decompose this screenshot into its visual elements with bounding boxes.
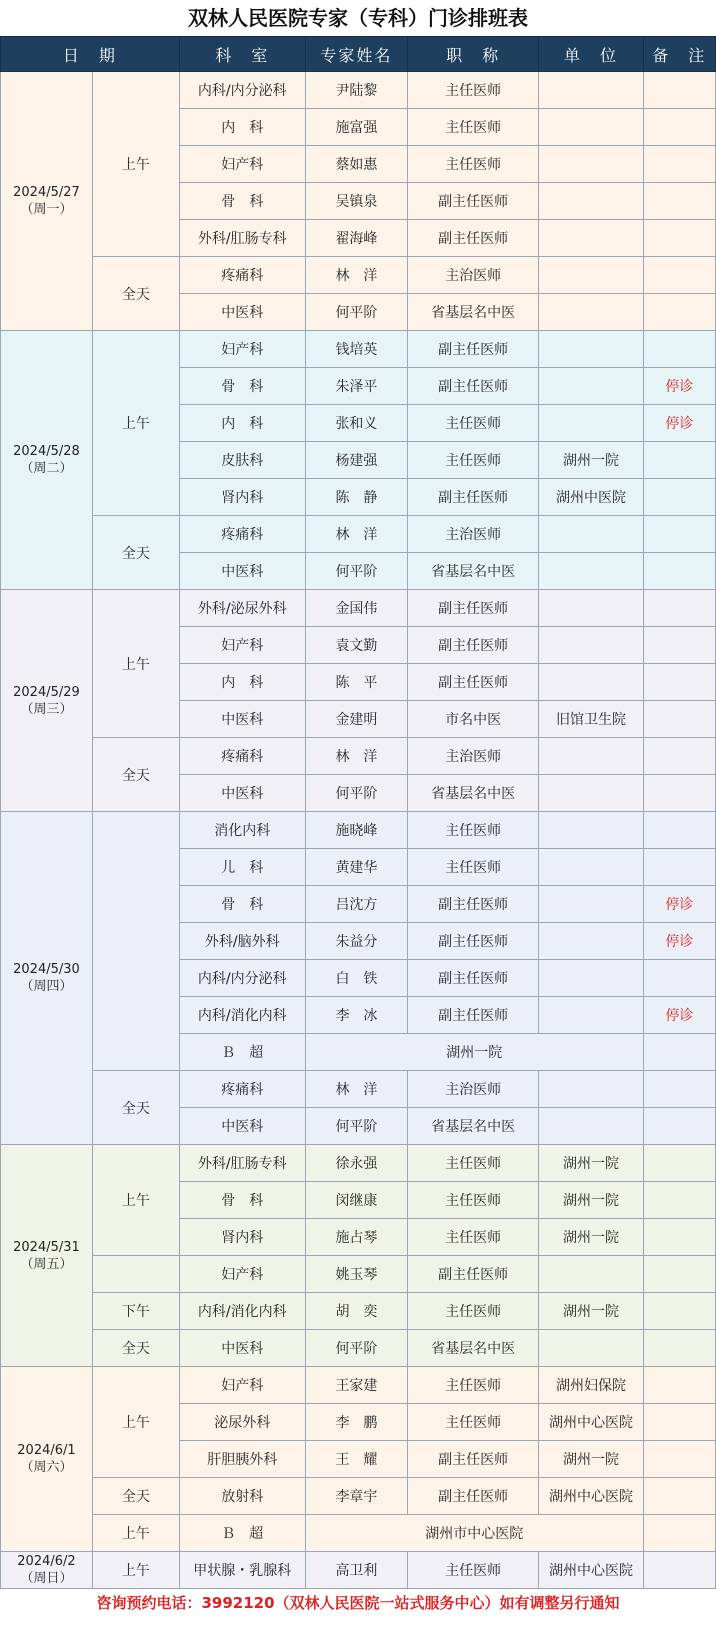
table-row <box>1 1367 716 1404</box>
doctor-title-cell: 省基层名中医 <box>408 1330 539 1367</box>
unit-cell <box>539 738 643 775</box>
period-cell: 全天 <box>92 516 179 590</box>
unit-cell <box>539 516 643 553</box>
note-cell <box>643 331 715 368</box>
table-row <box>1 1478 716 1515</box>
unit-cell <box>539 590 643 627</box>
doctor-name-cell: 钱培英 <box>305 331 407 368</box>
table-row <box>1 1071 716 1108</box>
date-value: 2024/5/30 <box>13 962 80 977</box>
unit-cell: 湖州一院 <box>539 1219 643 1256</box>
header-note: 备 注 <box>643 37 715 72</box>
unit-cell <box>539 1071 643 1108</box>
doctor-title-cell: 省基层名中医 <box>408 1108 539 1145</box>
note-cell <box>643 1478 715 1515</box>
doctor-title-cell: 主任医师 <box>408 72 539 109</box>
doctor-title-cell: 主治医师 <box>408 257 539 294</box>
date-value: 2024/5/28 <box>13 444 80 459</box>
note-cell <box>643 627 715 664</box>
weekday-value: （周日） <box>20 1571 73 1586</box>
dept-cell: 骨 科 <box>179 1182 305 1219</box>
dept-cell: 内科/消化内科 <box>179 997 305 1034</box>
doctor-title-cell: 副主任医师 <box>408 1478 539 1515</box>
note-cell <box>643 775 715 812</box>
doctor-name-cell: 何平阶 <box>305 294 407 331</box>
doctor-name-cell: 林 洋 <box>305 257 407 294</box>
unit-cell <box>539 849 643 886</box>
period-cell <box>92 1256 179 1293</box>
dept-cell: 内科/内分泌科 <box>179 960 305 997</box>
dept-cell: 中医科 <box>179 553 305 590</box>
dept-cell: 疼痛科 <box>179 1071 305 1108</box>
weekday-value: （周三） <box>20 701 73 717</box>
note-cell <box>643 72 715 109</box>
doctor-name-cell: 王家建 <box>305 1367 407 1404</box>
doctor-name-cell: 胡 奕 <box>305 1293 407 1330</box>
period-cell <box>92 812 179 1071</box>
period-cell: 上午 <box>92 1367 179 1478</box>
doctor-title-cell: 主任医师 <box>408 812 539 849</box>
note-cell <box>643 849 715 886</box>
table-row <box>1 1293 716 1330</box>
doctor-title-cell: 副主任医师 <box>408 886 539 923</box>
unit-cell <box>539 960 643 997</box>
note-cell <box>643 294 715 331</box>
dept-cell: 内 科 <box>179 109 305 146</box>
unit-cell <box>539 257 643 294</box>
doctor-name-cell: 蔡如惠 <box>305 146 407 183</box>
date-cell <box>1 812 93 1145</box>
doctor-name-cell: 林 洋 <box>305 1071 407 1108</box>
period-cell: 上午 <box>92 1145 179 1256</box>
doctor-name-cell: 尹陆黎 <box>305 72 407 109</box>
note-cell <box>643 1293 715 1330</box>
doctor-name-cell: 李 冰 <box>305 997 407 1034</box>
header-date: 日 期 <box>1 37 180 72</box>
unit-cell <box>539 109 643 146</box>
date-value: 2024/5/27 <box>13 185 80 200</box>
doctor-name-cell: 陈 静 <box>305 479 407 516</box>
period-cell: 全天 <box>92 1071 179 1145</box>
dept-cell: 内 科 <box>179 664 305 701</box>
note-cell <box>643 257 715 294</box>
period-cell: 上午 <box>92 331 179 516</box>
unit-cell <box>539 553 643 590</box>
weekday-value: （周二） <box>20 461 73 476</box>
doctor-name-cell: 何平阶 <box>305 775 407 812</box>
doctor-title-cell: 主任医师 <box>408 1219 539 1256</box>
note-cell <box>643 1552 715 1589</box>
doctor-title-cell: 副主任医师 <box>408 479 539 516</box>
doctor-title-cell: 主任医师 <box>408 109 539 146</box>
table-row <box>1 1145 716 1182</box>
dept-cell: 妇产科 <box>179 146 305 183</box>
dept-cell: 外科/脑外科 <box>179 923 305 960</box>
doctor-title-cell: 主任医师 <box>408 1182 539 1219</box>
dept-cell: 骨 科 <box>179 886 305 923</box>
doctor-name-cell: 翟海峰 <box>305 220 407 257</box>
unit-cell <box>539 220 643 257</box>
doctor-title-cell: 主任医师 <box>408 405 539 442</box>
doctor-name-cell: 姚玉琴 <box>305 1256 407 1293</box>
note-cell <box>643 553 715 590</box>
unit-cell: 湖州一院 <box>539 1293 643 1330</box>
period-cell: 全天 <box>92 257 179 331</box>
doctor-name-cell: 施占琴 <box>305 1219 407 1256</box>
dept-cell: 骨 科 <box>179 368 305 405</box>
doctor-title-cell: 主任医师 <box>408 1367 539 1404</box>
doctor-name-cell: 闵继康 <box>305 1182 407 1219</box>
doctor-title-cell: 省基层名中医 <box>408 294 539 331</box>
unit-cell <box>539 1330 643 1367</box>
table-row <box>1 812 716 849</box>
note-cell <box>643 1108 715 1145</box>
dept-cell: 肾内科 <box>179 1219 305 1256</box>
unit-cell: 湖州中心医院 <box>539 1552 643 1589</box>
note-cell <box>643 1071 715 1108</box>
dept-cell: 内 科 <box>179 405 305 442</box>
doctor-title-cell: 副主任医师 <box>408 997 539 1034</box>
note-cell <box>643 1145 715 1182</box>
note-cell: 停诊 <box>643 886 715 923</box>
dept-cell: 内科/消化内科 <box>179 1293 305 1330</box>
dept-cell: 疼痛科 <box>179 257 305 294</box>
doctor-title-cell: 省基层名中医 <box>408 775 539 812</box>
table-header <box>1 37 716 72</box>
note-cell <box>643 812 715 849</box>
merged-unit-cell: 湖州市中心医院 <box>305 1515 643 1552</box>
dept-cell: 肝胆胰外科 <box>179 1441 305 1478</box>
period-cell: 上午 <box>92 72 179 257</box>
table-row <box>1 1330 716 1367</box>
header-name: 专家姓名 <box>305 37 407 72</box>
note-cell <box>643 183 715 220</box>
doctor-title-cell: 主任医师 <box>408 849 539 886</box>
doctor-title-cell: 市名中医 <box>408 701 539 738</box>
note-cell <box>643 738 715 775</box>
unit-cell: 湖州一院 <box>539 442 643 479</box>
unit-cell <box>539 368 643 405</box>
note-cell: 停诊 <box>643 997 715 1034</box>
doctor-title-cell: 副主任医师 <box>408 368 539 405</box>
date-cell <box>1 72 93 331</box>
dept-cell: 中医科 <box>179 294 305 331</box>
table-row <box>1 590 716 627</box>
unit-cell <box>539 627 643 664</box>
header-dept: 科 室 <box>179 37 305 72</box>
doctor-title-cell: 副主任医师 <box>408 627 539 664</box>
note-cell <box>643 590 715 627</box>
date-value: 2024/5/29 <box>13 684 80 700</box>
unit-cell: 湖州中医院 <box>539 479 643 516</box>
doctor-name-cell: 张和义 <box>305 405 407 442</box>
doctor-title-cell: 副主任医师 <box>408 923 539 960</box>
unit-cell <box>539 146 643 183</box>
note-cell <box>643 479 715 516</box>
note-cell: 停诊 <box>643 923 715 960</box>
dept-cell: 妇产科 <box>179 331 305 368</box>
doctor-name-cell: 林 洋 <box>305 738 407 775</box>
doctor-name-cell: 袁文勤 <box>305 627 407 664</box>
doctor-name-cell: 陈 平 <box>305 664 407 701</box>
table-row <box>1 1552 716 1589</box>
doctor-title-cell: 主任医师 <box>408 1552 539 1589</box>
unit-cell <box>539 72 643 109</box>
doctor-name-cell: 黄建华 <box>305 849 407 886</box>
note-cell <box>643 146 715 183</box>
dept-cell: 消化内科 <box>179 812 305 849</box>
schedule-body <box>1 72 716 1589</box>
contact-footer: 咨询预约电话：3992120（双林人民医院一站式服务中心）如有调整另行通知 <box>96 1594 620 1612</box>
note-cell <box>643 1256 715 1293</box>
dept-cell: 疼痛科 <box>179 516 305 553</box>
dept-cell: 妇产科 <box>179 1367 305 1404</box>
unit-cell: 湖州中心医院 <box>539 1478 643 1515</box>
table-row <box>1 72 716 109</box>
unit-cell <box>539 812 643 849</box>
dept-cell: 骨 科 <box>179 183 305 220</box>
doctor-title-cell: 主任医师 <box>408 1404 539 1441</box>
note-cell <box>643 442 715 479</box>
date-cell <box>1 1552 93 1589</box>
unit-cell <box>539 923 643 960</box>
doctor-title-cell: 主任医师 <box>408 442 539 479</box>
unit-cell <box>539 886 643 923</box>
table-row <box>1 331 716 368</box>
doctor-name-cell: 白 铁 <box>305 960 407 997</box>
period-cell: 上午 <box>92 1552 179 1589</box>
doctor-title-cell: 主任医师 <box>408 146 539 183</box>
doctor-name-cell: 吴镇泉 <box>305 183 407 220</box>
doctor-name-cell: 高卫利 <box>305 1552 407 1589</box>
doctor-title-cell: 省基层名中医 <box>408 553 539 590</box>
date-cell <box>1 590 93 812</box>
dept-cell: 内科/内分泌科 <box>179 72 305 109</box>
doctor-name-cell: 金建明 <box>305 701 407 738</box>
date-value: 2024/5/31 <box>13 1239 80 1255</box>
merged-unit-cell: 湖州一院 <box>305 1034 643 1071</box>
doctor-title-cell: 副主任医师 <box>408 1256 539 1293</box>
table-row <box>1 1256 716 1293</box>
doctor-title-cell: 主治医师 <box>408 516 539 553</box>
unit-cell <box>539 183 643 220</box>
weekday-value: （周一） <box>20 202 73 217</box>
dept-cell: 儿 科 <box>179 849 305 886</box>
unit-cell <box>539 997 643 1034</box>
doctor-title-cell: 副主任医师 <box>408 183 539 220</box>
doctor-name-cell: 朱泽平 <box>305 368 407 405</box>
date-cell <box>1 1367 93 1552</box>
note-cell <box>643 960 715 997</box>
unit-cell <box>539 775 643 812</box>
header-unit: 单 位 <box>539 37 643 72</box>
period-cell: 下午 <box>92 1293 179 1330</box>
doctor-name-cell: 金国伟 <box>305 590 407 627</box>
unit-cell: 湖州妇保院 <box>539 1367 643 1404</box>
weekday-value: （周四） <box>20 979 73 994</box>
unit-cell: 湖州一院 <box>539 1441 643 1478</box>
unit-cell <box>539 1256 643 1293</box>
weekday-value: （周六） <box>20 1460 73 1475</box>
doctor-title-cell: 主治医师 <box>408 738 539 775</box>
doctor-name-cell: 何平阶 <box>305 553 407 590</box>
unit-cell <box>539 405 643 442</box>
date-value: 2024/6/2 <box>17 1554 76 1569</box>
doctor-name-cell: 施富强 <box>305 109 407 146</box>
table-row <box>1 738 716 775</box>
doctor-name-cell: 何平阶 <box>305 1108 407 1145</box>
doctor-name-cell: 施晓峰 <box>305 812 407 849</box>
doctor-name-cell: 何平阶 <box>305 1330 407 1367</box>
doctor-name-cell: 王 耀 <box>305 1441 407 1478</box>
dept-cell: 外科/泌尿外科 <box>179 590 305 627</box>
date-value: 2024/6/1 <box>17 1443 76 1458</box>
dept-cell: Ｂ 超 <box>179 1515 305 1552</box>
doctor-name-cell: 李 鹏 <box>305 1404 407 1441</box>
period-cell: 全天 <box>92 738 179 812</box>
dept-cell: 疼痛科 <box>179 738 305 775</box>
unit-cell <box>539 1108 643 1145</box>
note-cell <box>643 109 715 146</box>
table-row <box>1 257 716 294</box>
doctor-title-cell: 副主任医师 <box>408 960 539 997</box>
note-cell <box>643 701 715 738</box>
doctor-title-cell: 主任医师 <box>408 1145 539 1182</box>
doctor-title-cell: 副主任医师 <box>408 220 539 257</box>
doctor-name-cell: 朱益分 <box>305 923 407 960</box>
dept-cell: 中医科 <box>179 1108 305 1145</box>
doctor-title-cell: 副主任医师 <box>408 1441 539 1478</box>
note-cell <box>643 1330 715 1367</box>
doctor-title-cell: 副主任医师 <box>408 331 539 368</box>
dept-cell: 皮肤科 <box>179 442 305 479</box>
dept-cell: 外科/肛肠专科 <box>179 220 305 257</box>
dept-cell: 中医科 <box>179 1330 305 1367</box>
dept-cell: Ｂ 超 <box>179 1034 305 1071</box>
doctor-title-cell: 副主任医师 <box>408 664 539 701</box>
doctor-name-cell: 杨建强 <box>305 442 407 479</box>
note-cell: 停诊 <box>643 368 715 405</box>
note-cell <box>643 1182 715 1219</box>
table-row <box>1 1515 716 1552</box>
note-cell: 停诊 <box>643 405 715 442</box>
unit-cell <box>539 664 643 701</box>
schedule-table <box>0 36 716 1589</box>
doctor-title-cell: 主治医师 <box>408 1071 539 1108</box>
unit-cell <box>539 331 643 368</box>
note-cell <box>643 516 715 553</box>
note-cell <box>643 1219 715 1256</box>
dept-cell: 妇产科 <box>179 627 305 664</box>
table-row <box>1 516 716 553</box>
doctor-name-cell: 徐永强 <box>305 1145 407 1182</box>
doctor-title-cell: 主任医师 <box>408 1293 539 1330</box>
period-cell: 上午 <box>92 1515 179 1552</box>
period-cell: 全天 <box>92 1478 179 1515</box>
dept-cell: 肾内科 <box>179 479 305 516</box>
dept-cell: 外科/肛肠专科 <box>179 1145 305 1182</box>
note-cell <box>643 1404 715 1441</box>
period-cell: 全天 <box>92 1330 179 1367</box>
note-cell <box>643 1367 715 1404</box>
page-title: 双林人民医院专家（专科）门诊排班表 <box>188 6 528 30</box>
unit-cell <box>539 294 643 331</box>
note-cell <box>643 1515 715 1552</box>
period-cell: 上午 <box>92 590 179 738</box>
dept-cell: 妇产科 <box>179 1256 305 1293</box>
dept-cell: 中医科 <box>179 775 305 812</box>
note-cell <box>643 220 715 257</box>
dept-cell: 甲状腺・乳腺科 <box>179 1552 305 1589</box>
unit-cell: 湖州一院 <box>539 1145 643 1182</box>
note-cell <box>643 1034 715 1071</box>
dept-cell: 泌尿外科 <box>179 1404 305 1441</box>
unit-cell: 湖州中心医院 <box>539 1404 643 1441</box>
unit-cell: 湖州一院 <box>539 1182 643 1219</box>
doctor-name-cell: 李章宇 <box>305 1478 407 1515</box>
doctor-name-cell: 吕沈方 <box>305 886 407 923</box>
unit-cell: 旧馆卫生院 <box>539 701 643 738</box>
doctor-name-cell: 林 洋 <box>305 516 407 553</box>
dept-cell: 放射科 <box>179 1478 305 1515</box>
date-cell <box>1 331 93 590</box>
note-cell <box>643 1441 715 1478</box>
note-cell <box>643 664 715 701</box>
dept-cell: 中医科 <box>179 701 305 738</box>
header-title: 职 称 <box>408 37 539 72</box>
doctor-title-cell: 副主任医师 <box>408 590 539 627</box>
weekday-value: （周五） <box>20 1256 73 1272</box>
date-cell <box>1 1145 93 1367</box>
